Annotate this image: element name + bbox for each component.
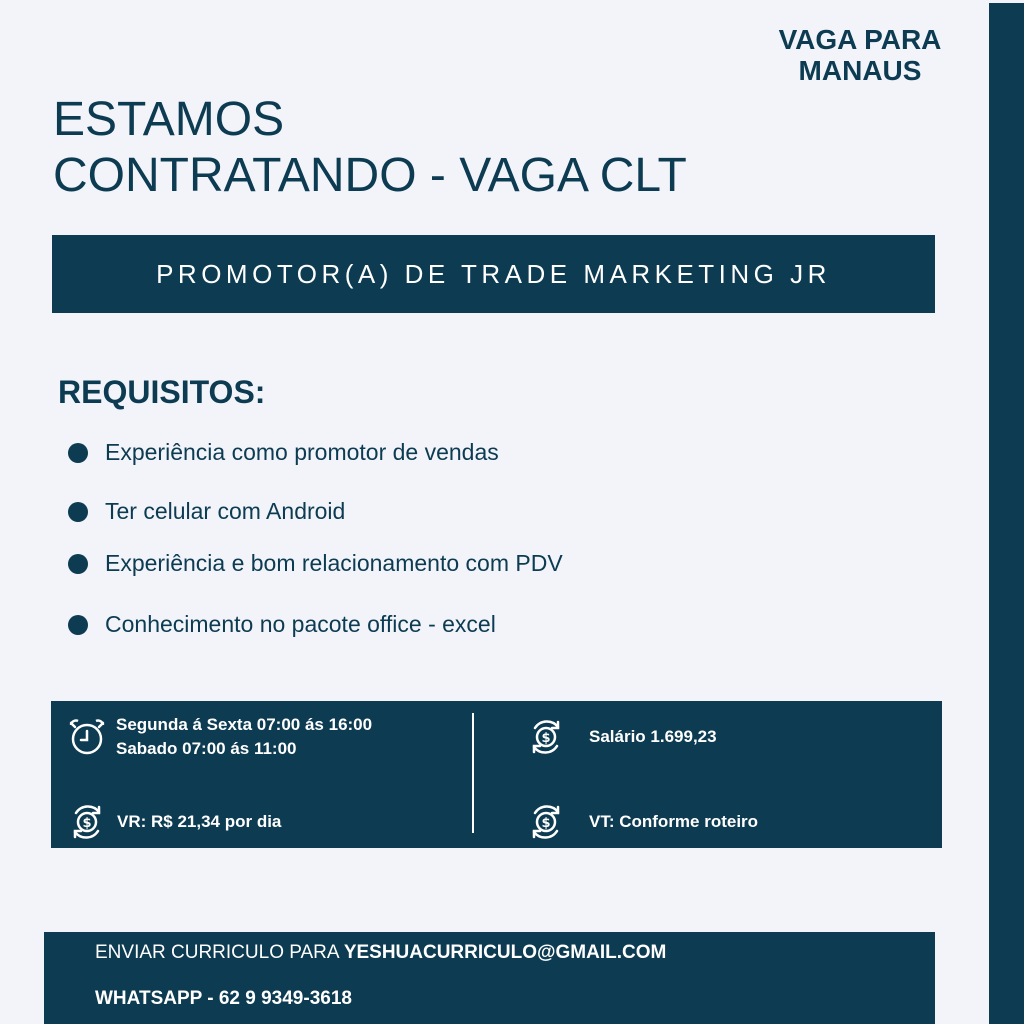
requirement-item bbox=[68, 611, 496, 638]
vt-info bbox=[527, 803, 758, 841]
bullet-icon bbox=[68, 615, 88, 635]
clock-icon bbox=[69, 718, 105, 756]
svg-text:$: $ bbox=[541, 816, 551, 831]
requirement-item bbox=[68, 550, 563, 577]
requirements-title: REQUISITOS: bbox=[58, 374, 266, 410]
info-divider bbox=[472, 713, 474, 833]
location-line2: MANAUS bbox=[798, 55, 922, 86]
bullet-icon bbox=[68, 443, 88, 463]
vr-text: VR: R$ 21,34 por dia bbox=[117, 812, 282, 831]
salary-text: Salário 1.699,23 bbox=[589, 727, 717, 746]
vr-info bbox=[68, 803, 281, 841]
schedule-info bbox=[69, 713, 372, 761]
salary-info bbox=[527, 718, 717, 756]
svg-text:$: $ bbox=[82, 816, 92, 831]
bullet-icon bbox=[68, 502, 88, 522]
bullet-icon bbox=[68, 554, 88, 574]
requirement-text: Experiência e bom relacionamento com PDV bbox=[105, 550, 563, 576]
schedule-weekdays: Segunda á Sexta 07:00 ás 16:00 bbox=[116, 715, 373, 734]
requirement-text: Ter celular com Android bbox=[105, 498, 346, 524]
right-accent-bar bbox=[989, 3, 1024, 1024]
vt-text: VT: Conforme roteiro bbox=[589, 812, 759, 831]
requirement-item bbox=[68, 498, 345, 525]
money-cycle-icon bbox=[68, 803, 106, 841]
whatsapp-line: WHATSAPP - 62 9 9349-3618 bbox=[95, 988, 352, 1009]
location-label bbox=[760, 24, 960, 86]
headline-line1: ESTAMOS bbox=[53, 93, 285, 146]
location-line1: VAGA PARA bbox=[778, 24, 942, 55]
svg-text:$: $ bbox=[541, 731, 551, 746]
contact-box bbox=[44, 932, 935, 1024]
requirement-item bbox=[68, 439, 499, 466]
job-info-box bbox=[51, 701, 942, 848]
requirement-text: Conhecimento no pacote office - excel bbox=[105, 611, 496, 637]
money-cycle-icon bbox=[527, 803, 565, 841]
send-cv-line bbox=[95, 942, 666, 964]
requirement-text: Experiência como promotor de vendas bbox=[105, 439, 499, 465]
job-title: PROMOTOR(A) DE TRADE MARKETING JR bbox=[156, 258, 831, 289]
email-address: YESHUACURRICULO@GMAIL.COM bbox=[343, 942, 667, 963]
schedule-saturday: Sabado 07:00 ás 11:00 bbox=[116, 739, 297, 758]
headline-line2: CONTRATANDO - VAGA CLT bbox=[53, 149, 687, 202]
send-cv-label: ENVIAR CURRICULO PARA bbox=[95, 942, 344, 963]
job-title-banner bbox=[52, 235, 935, 313]
headline bbox=[53, 92, 853, 204]
money-cycle-icon bbox=[527, 718, 565, 756]
